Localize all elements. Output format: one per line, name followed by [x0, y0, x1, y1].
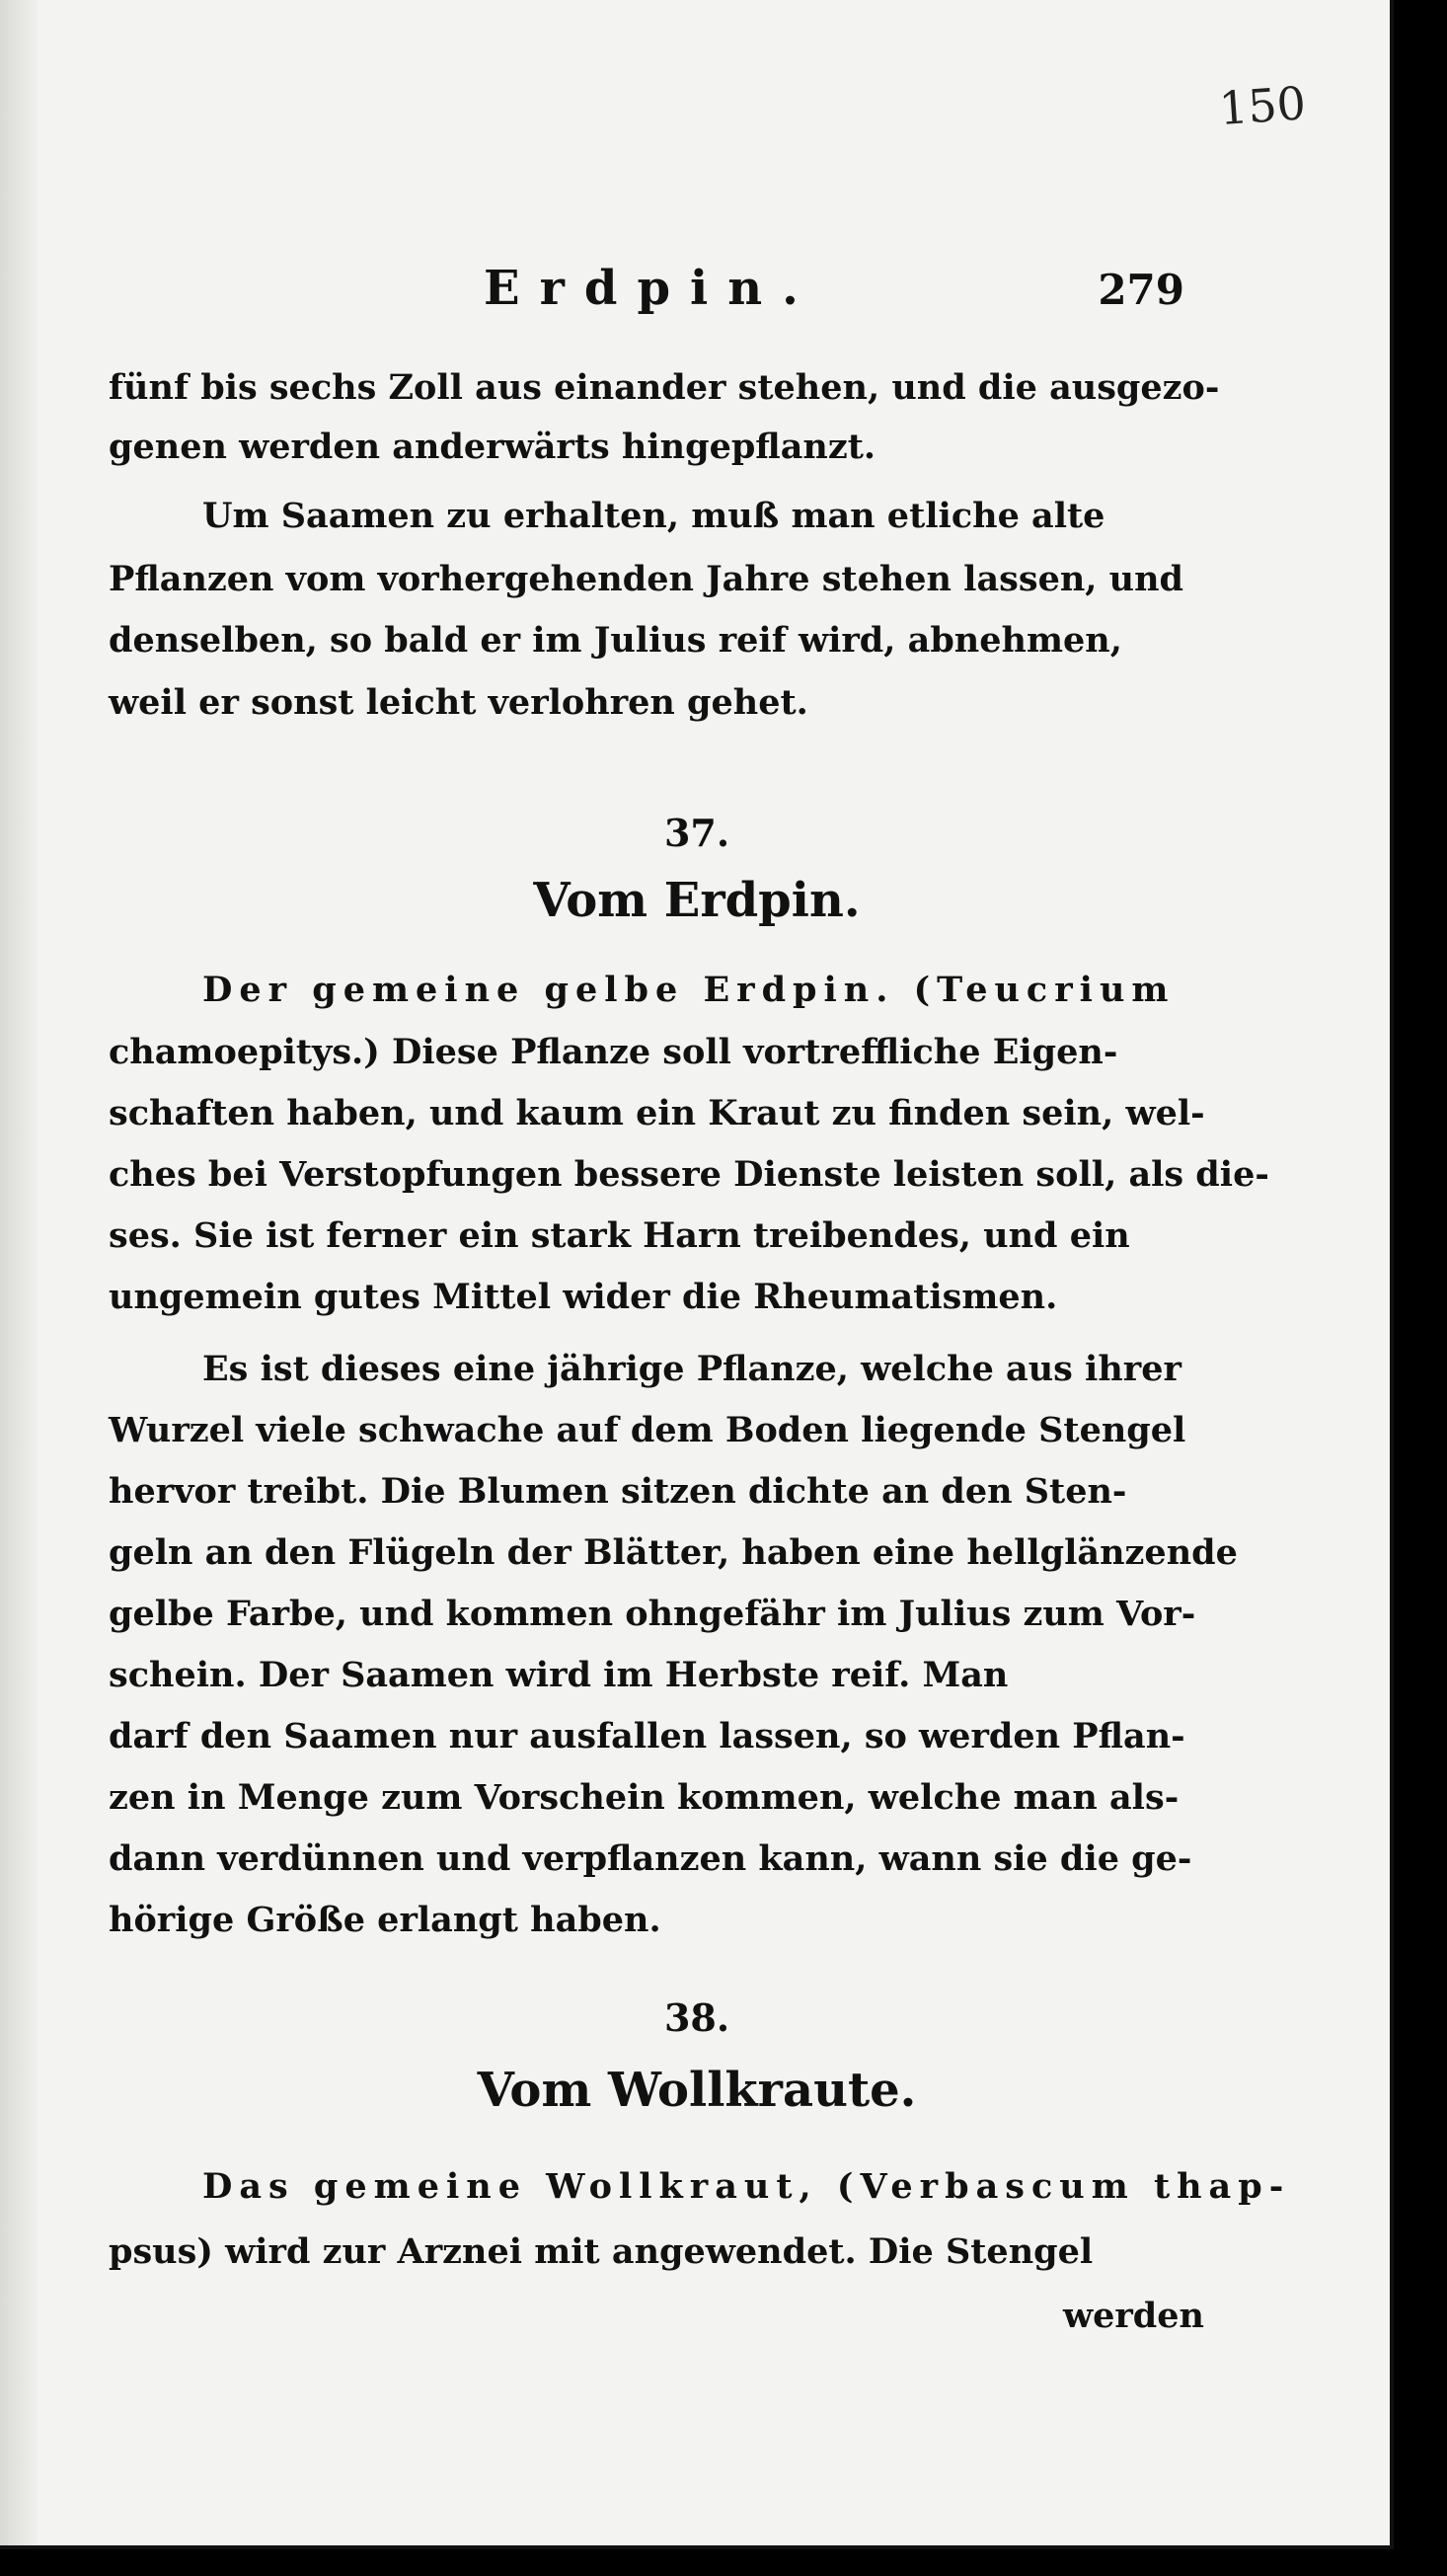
paragraph-line: ungemein gutes Mittel wider die Rheumatismen. [109, 1277, 1058, 1317]
paragraph-line: schein. Der Saamen wird im Herbste reif. Man [109, 1655, 1009, 1695]
paragraph-line: Der gemeine gelbe Erdpin. (Teucrium [202, 970, 1176, 1010]
paragraph-line: ses. Sie ist ferner ein stark Harn treibendes, und ein [109, 1215, 1130, 1256]
handwritten-folio-number: 150 [1217, 76, 1308, 136]
paragraph-line: darf den Saamen nur ausfallen lassen, so werden Pflan- [109, 1716, 1185, 1756]
paragraph-line: Es ist dieses eine jährige Pflanze, welche aus ihrer [202, 1349, 1181, 1389]
catchword: werden [1062, 2296, 1204, 2336]
paragraph-line: hörige Größe erlangt haben. [109, 1900, 661, 1940]
paragraph-line: genen werden anderwärts hingepflanzt. [109, 427, 876, 467]
paragraph-line: weil er sonst leicht verlohren gehet. [109, 682, 808, 723]
paragraph-line: ches bei Verstopfungen bessere Dienste leisten soll, als die- [109, 1154, 1269, 1195]
paragraph-line: zen in Menge zum Vorschein kommen, welche man als- [109, 1777, 1180, 1818]
paragraph-line: dann verdünnen und verpflanzen kann, wann sie die ge- [109, 1838, 1192, 1879]
paragraph-line: Um Saamen zu erhalten, muß man etliche alte [202, 496, 1105, 536]
paragraph-line: geln an den Flügeln der Blätter, haben eine hellglänzende [109, 1532, 1238, 1573]
paragraph-line: fünf bis sechs Zoll aus einander stehen, und die ausgezo- [109, 367, 1220, 408]
page-number: 279 [1098, 266, 1184, 314]
paragraph-line: Wurzel viele schwache auf dem Boden liegende Stengel [109, 1410, 1186, 1450]
section-number: 37. [663, 811, 730, 855]
section-title: Vom Erdpin. [533, 873, 861, 928]
paragraph-line: chamoepitys.) Diese Pflanze soll vortreffliche Eigen- [109, 1032, 1118, 1072]
section-title: Vom Wollkraute. [477, 2063, 917, 2118]
section-number: 38. [663, 1995, 730, 2040]
paragraph-line: schaften haben, und kaum ein Kraut zu finden sein, wel- [109, 1093, 1205, 1133]
paragraph-line: gelbe Farbe, und kommen ohngefähr im Julius zum Vor- [109, 1594, 1196, 1634]
paragraph-line: Das gemeine Wollkraut, (Verbascum thap- [202, 2166, 1291, 2207]
paragraph-line: denselben, so bald er im Julius reif wird, abnehmen, [109, 620, 1122, 661]
paragraph-line: psus) wird zur Arznei mit angewendet. Die Stengel [109, 2231, 1094, 2272]
paragraph-line: Pflanzen vom vorhergehenden Jahre stehen lassen, und [109, 559, 1184, 599]
paragraph-line: hervor treibt. Die Blumen sitzen dichte an den Sten- [109, 1471, 1127, 1512]
running-title: Erdpin. [484, 261, 818, 316]
